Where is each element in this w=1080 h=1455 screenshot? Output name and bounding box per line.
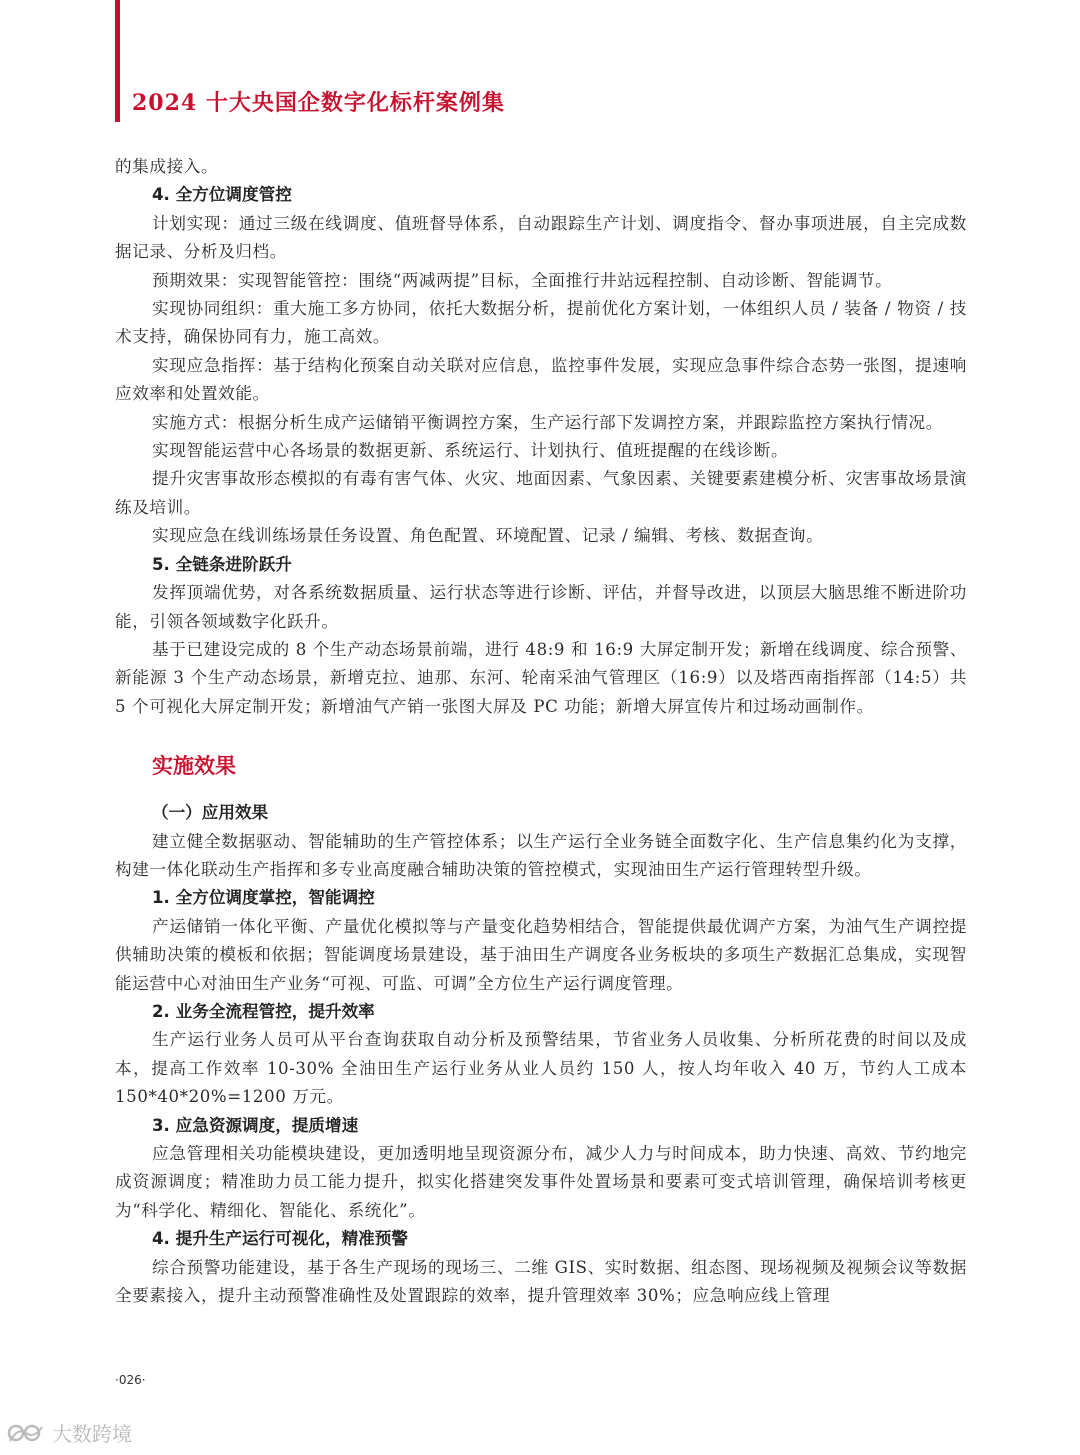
paragraph: 提升灾害事故形态模拟的有毒有害气体、火灾、地面因素、气象因素、关键要素建模分析、灾害事故场景演练及培训。 — [115, 469, 967, 517]
paragraph: 实现应急在线训练场景任务设置、角色配置、环境配置、记录 / 编辑、考核、数据查询。 — [152, 526, 824, 546]
subheading: 4. 全方位调度管控 — [152, 185, 292, 205]
paragraph: 预期效果：实现智能管控：围绕“两减两提”目标，全面推行井站远程控制、自动诊断、智能调节。 — [152, 270, 893, 290]
header-accent-bar — [115, 0, 120, 122]
page-number: ·026· — [115, 1373, 146, 1387]
watermark-logo-icon — [6, 1421, 46, 1445]
subheading: 3. 应急资源调度，提质增速 — [152, 1115, 359, 1135]
subheading: 1. 全方位调度掌控，智能调控 — [152, 888, 375, 908]
watermark-text: 大数跨境 — [52, 1422, 132, 1446]
paragraph: 实施方式：根据分析生成产运储销平衡调控方案，生产运行部下发调控方案，并跟踪监控方案执行情况。 — [152, 412, 943, 432]
header-title: 2024 十大央国企数字化标杆案例集 — [132, 90, 505, 116]
subheading: （一）应用效果 — [152, 803, 269, 823]
paragraph: 综合预警功能建设，基于各生产现场的现场三、二维 GIS、实时数据、组态图、现场视频及视频会议等数据全要素接入，提升主动预警准确性及处置跟踪的效率，提升管理效率 30%；应急响应线上管理 — [115, 1257, 967, 1306]
paragraph: 发挥顶端优势，对各系统数据质量、运行状态等进行诊断、评估，并督导改进，以顶层大脑思维不断进阶功能，引领各领域数字化跃升。 — [115, 583, 967, 631]
paragraph: 应急管理相关功能模块建设，更加透明地呈现资源分布，减少人力与时间成本，助力快速、高效、节约地完成资源调度；精准助力员工能力提升，拟实化搭建突发事件处置场景和要素可变式培训管理，确保培训考核更为“科学化、精细化、智能化、系统化”。 — [115, 1144, 967, 1220]
paragraph: 实现应急指挥：基于结构化预案自动关联对应信息，监控事件发展，实现应急事件综合态势一张图，提速响应效率和处置效能。 — [115, 355, 967, 404]
paragraph: 基于已建设完成的 8 个生产动态场景前端，进行 48:9 和 16:9 大屏定制开发；新增在线调度、综合预警、新能源 3 个生产动态场景，新增克拉、迪那、东河、轮南采油气管理区（16:9）以及塔西南指挥部（14:5）共 5 个可视化大屏定制开发；新增油气产销一张图大屏及 PC 功能；新增大屏宣传片和过场动画制作。 — [115, 639, 967, 716]
paragraph: 计划实现：通过三级在线调度、值班督导体系，自动跟踪生产计划、调度指令、督办事项进展，自主完成数据记录、分析及归档。 — [115, 213, 967, 262]
section-title: 实施效果 — [152, 754, 236, 779]
watermark — [6, 1418, 132, 1447]
page-body — [115, 153, 967, 1310]
paragraph: 生产运行业务人员可从平台查询获取自动分析及预警结果，节省业务人员收集、分析所花费的时间以及成本，提高工作效率 10-30% 全油田生产运行业务从业人员约 150 人，按人均年收入 40 万，节约人工成本 150*40*20%=1200 万元。 — [115, 1030, 967, 1107]
subheading: 2. 业务全流程管控，提升效率 — [152, 1001, 375, 1021]
paragraph: 实现协同组织：重大施工多方协同，依托大数据分析，提前优化方案计划，一体组织人员 / 装备 / 物资 / 技术支持，确保协同有力，施工高效。 — [115, 299, 967, 347]
subheading: 5. 全链条进阶跃升 — [152, 554, 292, 574]
paragraph: 建立健全数据驱动、智能辅助的生产管控体系；以生产运行全业务链全面数字化、生产信息集约化为支撑，构建一体化联动生产指挥和多专业高度融合辅助决策的管控模式，实现油田生产运行管理转型升级。 — [115, 831, 967, 879]
paragraph: 的集成接入。 — [115, 157, 219, 176]
subheading: 4. 提升生产运行可视化，精准预警 — [152, 1229, 408, 1249]
paragraph: 实现智能运营中心各场景的数据更新、系统运行、计划执行、值班提醒的在线诊断。 — [152, 441, 789, 461]
paragraph: 产运储销一体化平衡、产量优化模拟等与产量变化趋势相结合，智能提供最优调产方案，为油气生产调控提供辅助决策的模板和依据；智能调度场景建设，基于油田生产调度各业务板块的多项生产数据汇总集成，实现智能运营中心对油田生产业务“可视、可监、可调”全方位生产运行调度管理。 — [115, 916, 967, 993]
